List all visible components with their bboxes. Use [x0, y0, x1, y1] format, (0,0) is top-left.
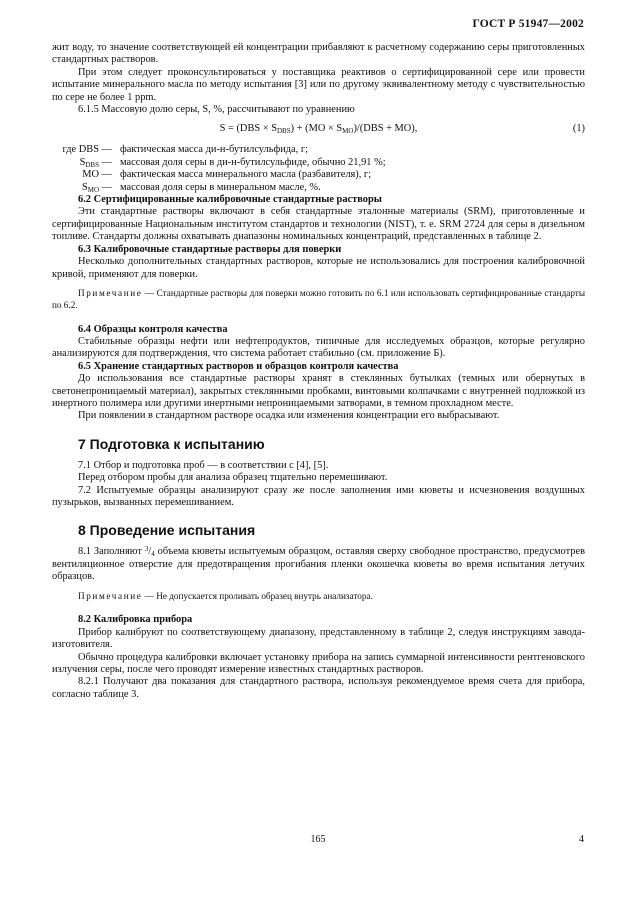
paragraph-6-1-5: 6.1.5 Массовую долю серы, S, %, рассчитывают по уравнению [78, 104, 355, 116]
section-6-5-title: 6.5 Хранение стандартных растворов и образцов контроля качества [78, 360, 399, 372]
section-8-1: 8.1 Заполняют $^3/_4$ объема кюветы испытуемым образцом, оставляя сверху свободное пространство, предусмотрев вентиляционное отверстие для предотвращения прогибания пленки окошечка кюветы во время испытания летучих образцов. [52, 545, 585, 583]
section-6-2-title: 6.2 Сертифицированные калибровочные стандартные растворы [78, 194, 382, 206]
definition-row: MO — фактическая масса минерального масла (разбавителя), г; [82, 169, 372, 181]
equation-definitions [52, 144, 585, 194]
definition-row: $S_{DBS}$ — массовая доля серы в ди-н-бутилсульфиде, обычно 21,91 %; [79, 156, 386, 169]
page-number: 165 [310, 834, 326, 845]
section-7-heading: 7 Подготовка к испытанию [78, 435, 265, 452]
section-7-2: 7.2 Испытуемые образцы анализируют сразу же после заполнения ими кюветы и исчезновения воздушных пузырьков, вызванных перемешиванием. [52, 484, 585, 508]
section-6-3-title: 6.3 Калибровочные стандартные растворы для поверки [78, 243, 342, 255]
note-standards: Примечание — Стандартные растворы для поверки можно готовить по 6.1 или использовать сертифицированные стандарты по 6.2. [52, 287, 585, 310]
section-6-5-text: До использования все стандартные растворы хранят в стеклянных бутылках (темных или обернутых в светонепроницаемый материал), закрытых стеклянными пробками, винтовыми колпачками с внутренней подложкой из инертного полимера или другими инертными непроницаемыми затворами, в темном прохладном месте. [52, 373, 585, 409]
note-analyzer: Примечание — Не допускается проливать образец внутрь анализатора. [78, 590, 373, 601]
section-8-2-text: Прибор калибруют по соответствующему диапазону, представленному в таблице 2, следуя инструкциям завода-изготовителя. [52, 626, 585, 651]
section-6-5-text-2: При появлении в стандартном растворе осадка или изменения концентрации его выбрасывают. [78, 410, 500, 422]
definition-row: $S_{MO}$ — массовая доля серы в минеральном масле, %. [81, 181, 321, 194]
section-6-2-text: Эти стандартные растворы включают в себя стандартные эталонные материалы (SRM), приготовленные и сертифицированные Национальным институтом стандартов и технологии (NIST), т. е. SRM 2724 для серы в дизельном топливе. Стандарты должны охватывать диапазоны номинальных концентраций, представленных в таблице 2. [52, 206, 585, 243]
paragraph-continuation: жит воду, то значение соответствующей ей концентрации прибавляют к расчетному содержанию серы приготовленных стандартных растворов. [52, 42, 585, 66]
section-8-2-text-2: Обычно процедура калибровки включает установку прибора на запись суммарной интенсивности рентгеновского излучения серы, после чего проводят измерение известных стандартных растворов. [52, 651, 585, 676]
section-6-4-title: 6.4 Образцы контроля качества [78, 323, 228, 335]
section-8-2-title: 8.2 Калибровка прибора [78, 614, 193, 626]
section-7-1: 7.1 Отбор и подготовка проб — в соответствии с [4], [5]. [78, 459, 329, 471]
section-6-4-text: Стабильные образцы нефти или нефтепродуктов, типичные для исследуемых образцов, которые регулярно анализируются для подтверждения, что система работает стабильно (см. приложение Б). [52, 335, 585, 360]
definition-row: где DBS — фактическая масса ди-н-бутилсульфида, г; [62, 144, 308, 156]
section-8-2-1: 8.2.1 Получают два показания для стандартного раствора, используя рекомендуемое время счета для прибора, согласно таблице 3. [52, 676, 585, 700]
section-7-1-b: Перед отбором пробы для анализа образец тщательно перемешивают. [78, 472, 388, 484]
equation-number: (1) [572, 123, 585, 135]
paragraph-consult: При этом следует проконсультироваться у поставщика реактивов о сертифицированной сере или провести испытание минерального масла по методу испытания [3] или по другому эквивалентному методу с чувствительностью по сере не более 1 ppm. [52, 66, 585, 103]
equation-body: $S = (DBS \times S_{DBS}) + (MO \times S_{MO})/(DBS + MO)$, [219, 123, 418, 136]
page-content [52, 42, 585, 701]
standard-header: ГОСТ Р 51947—2002 [472, 18, 584, 30]
section-6-3-text: Несколько дополнительных стандартных растворов, которые не использовались для построения калибровочной кривой, применяют для поверки. [52, 256, 585, 280]
section-8-heading: 8 Проведение испытания [78, 522, 256, 539]
equation-1 [52, 122, 585, 138]
sheet-number: 4 [579, 834, 584, 845]
